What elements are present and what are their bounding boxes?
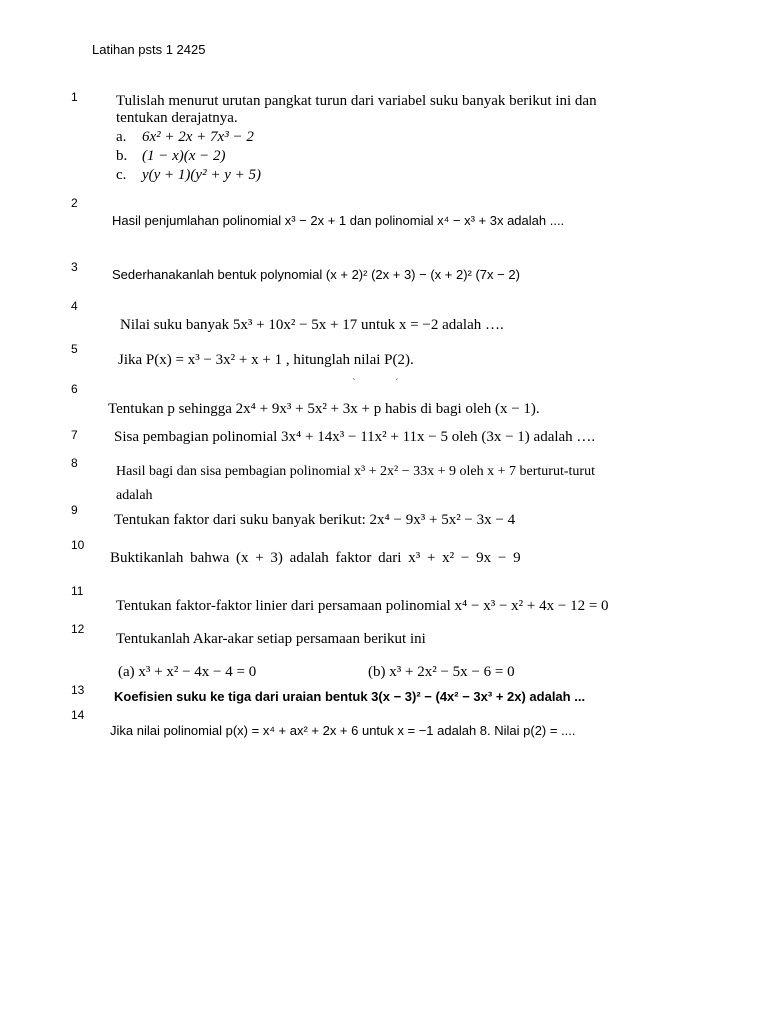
question-text: Sederhanakanlah bentuk polynomial (x + 2)² (2x + 3) − (x + 2)² (7x − 2) [112,267,520,282]
question-number: 7 [71,428,78,442]
question-text: Sisa pembagian polinomial 3x⁴ + 14x³ − 11x² + 11x − 5 oleh (3x − 1) adalah …. [114,429,596,445]
list-item [116,167,261,184]
question-text: Koefisien suku ke tiga dari uraian bentuk 3(x − 3)² − (4x² − 3x³ + 2x) adalah ... [114,689,586,704]
math-expression: (1 − x)(x − 2) [142,148,226,164]
question-number: 4 [71,299,78,313]
question-text: Buktikanlah bahwa (x + 3) adalah faktor dari x³ + x² − 9x − 9 [110,550,521,566]
question-text: Tentukan faktor dari suku banyak berikut: 2x⁴ − 9x³ + 5x² − 3x − 4 [114,512,516,528]
question-number: 10 [71,538,85,552]
question-text: Tentukanlah Akar-akar setiap persamaan berikut ini [116,631,426,647]
question-text: Tulislah menurut urutan pangkat turun dari variabel suku banyak berikut ini dan [116,93,597,109]
question-number: 13 [71,683,85,697]
item-label: a. [116,129,127,145]
question-number: 9 [71,503,78,517]
equation-a: (a) x³ + x² − 4x − 4 = 0 [118,664,257,680]
question-text: tentukan derajatnya. [116,110,238,126]
question-text: Jika nilai polinomial p(x) = x⁴ + ax² + 2x + 6 untuk x = −1 adalah 8. Nilai p(2) = .... [110,723,576,738]
question-number: 2 [71,196,78,210]
stray-mark: ´ [395,377,399,389]
question-text: Hasil bagi dan sisa pembagian polinomial x³ + 2x² − 33x + 9 oleh x + 7 berturut-turut [116,464,595,479]
list-item [116,129,254,146]
question-text: Tentukan p sehingga 2x⁴ + 9x³ + 5x² + 3x + p habis di bagi oleh (x − 1). [108,401,540,417]
question-number: 6 [71,382,78,396]
item-label: c. [116,167,127,183]
question-number: 14 [71,708,85,722]
question-text: Nilai suku banyak 5x³ + 10x² − 5x + 17 untuk x = −2 adalah …. [120,317,504,333]
math-expression: 6x² + 2x + 7x³ − 2 [142,129,254,145]
equation-b: (b) x³ + 2x² − 5x − 6 = 0 [368,664,515,680]
math-expression: y(y + 1)(y² + y + 5) [142,167,261,183]
question-text: Hasil penjumlahan polinomial x³ − 2x + 1 dan polinomial x⁴ − x³ + 3x adalah .... [112,213,565,228]
question-number: 11 [71,584,84,598]
question-text: adalah [116,488,153,500]
question-text: Jika P(x) = x³ − 3x² + x + 1 , hitunglah nilai P(2). [118,352,414,368]
question-number: 12 [71,622,85,636]
question-number: 1 [71,90,78,104]
list-item [116,148,226,165]
stray-mark: ` [352,377,356,389]
item-label: b. [116,148,128,164]
question-number: 5 [71,342,78,356]
question-number: 8 [71,456,78,470]
question-number: 3 [71,260,78,274]
page-title: Latihan psts 1 2425 [92,42,206,57]
question-text: Tentukan faktor-faktor linier dari persamaan polinomial x⁴ − x³ − x² + 4x − 12 = 0 [116,598,609,614]
